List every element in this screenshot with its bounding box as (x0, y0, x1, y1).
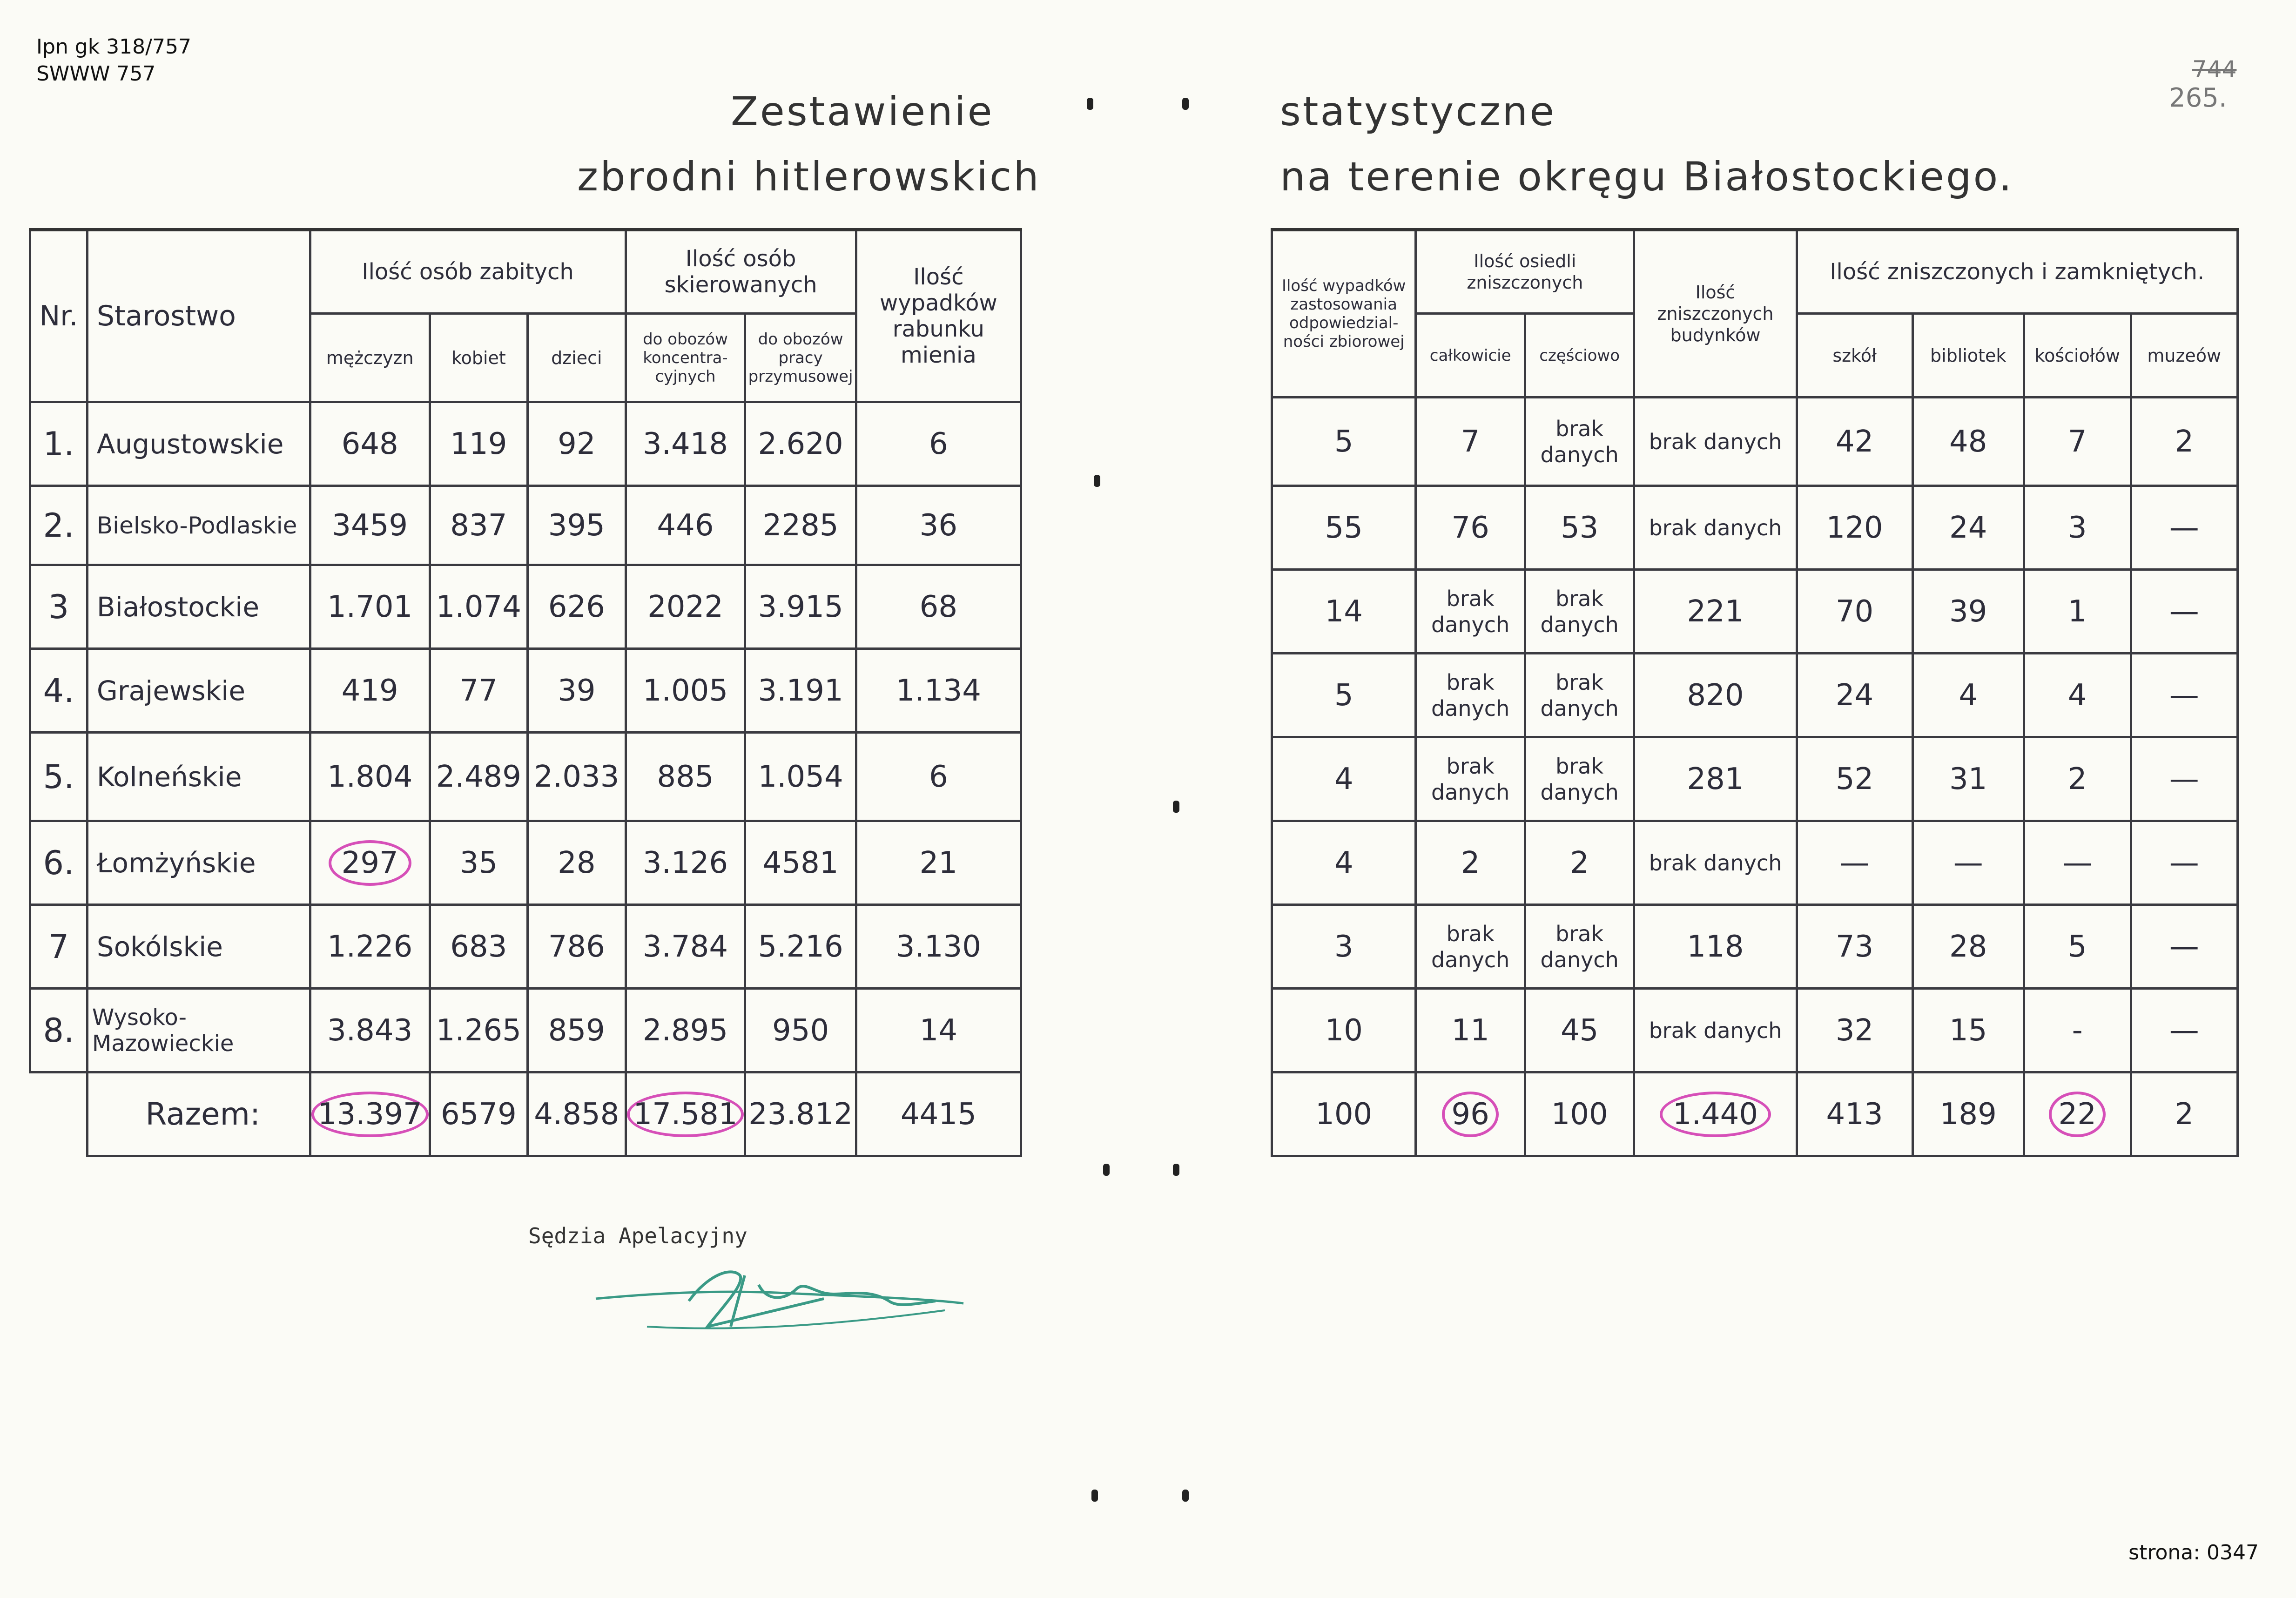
cell-concentration: 3.784 (626, 905, 745, 989)
totals-row (30, 1072, 1021, 1156)
cell-partially: 45 (1525, 989, 1634, 1072)
total-men (310, 1072, 430, 1156)
total-buildings (1634, 1072, 1797, 1156)
header-buildings: Ilość zniszczonych budynków (1634, 230, 1797, 398)
header-starostwo: Starostwo (87, 230, 310, 402)
header-libraries: bibliotek (1912, 314, 2024, 398)
cell-fully: 2 (1416, 821, 1525, 905)
total-fully (1416, 1072, 1525, 1156)
table-row (30, 733, 1021, 821)
cell-labour: 5.216 (745, 905, 856, 989)
table-row (30, 989, 1021, 1072)
cell-partially: brak danych (1525, 570, 1634, 654)
row-nr: 2. (30, 486, 88, 565)
cell-museums: — (2131, 486, 2237, 570)
cell-labour: 2.620 (745, 402, 856, 486)
total-concentration (626, 1072, 745, 1156)
header-concentration-camps: do obozów koncentra-cyjnych (626, 314, 745, 402)
cell-collective: 5 (1272, 398, 1416, 486)
header-killed: Ilość osób zabitych (310, 230, 626, 314)
table-row (30, 905, 1021, 989)
header-partially: częściowo (1525, 314, 1634, 398)
reference-line-1: Ipn gk 318/757 (36, 35, 191, 59)
cell-fully: 76 (1416, 486, 1525, 570)
header-settlements: Ilość osiedli zniszczonych (1416, 230, 1634, 314)
row-nr: 8. (30, 989, 88, 1072)
cell-men: 419 (310, 649, 430, 733)
cell-concentration: 2022 (626, 565, 745, 649)
cell-collective: 3 (1272, 905, 1416, 989)
header-fully: całkowicie (1416, 314, 1525, 398)
cell-children: 28 (528, 821, 626, 905)
header-women: kobiet (430, 314, 527, 402)
total-schools: 413 (1797, 1072, 1912, 1156)
crimes-table-left (29, 228, 1022, 1157)
cell-partially: brak danych (1525, 398, 1634, 486)
highlight-circle: 96 (1442, 1092, 1498, 1137)
cell-women: 1.074 (430, 565, 527, 649)
cell-partially: 53 (1525, 486, 1634, 570)
cell-collective: 10 (1272, 989, 1416, 1072)
cell-robbery: 36 (856, 486, 1021, 565)
highlight-circle: 297 (329, 840, 411, 886)
cell-fully: brak danych (1416, 570, 1525, 654)
cell-museums: — (2131, 570, 2237, 654)
cell-robbery: 14 (856, 989, 1021, 1072)
total-museums: 2 (2131, 1072, 2237, 1156)
cell-schools: 24 (1797, 654, 1912, 737)
cell-collective: 4 (1272, 737, 1416, 821)
cell-fully: 7 (1416, 398, 1525, 486)
cell-museums: — (2131, 989, 2237, 1072)
header-churches: kościołów (2024, 314, 2131, 398)
cell-buildings: brak danych (1634, 989, 1797, 1072)
cell-churches: - (2024, 989, 2131, 1072)
header-labour-camps: do obozów pracy przymusowej (745, 314, 856, 402)
cell-libraries: 28 (1912, 905, 2024, 989)
row-starostwo: Augustowskie (87, 402, 310, 486)
total-churches (2024, 1072, 2131, 1156)
cell-fully: brak danych (1416, 737, 1525, 821)
cell-concentration: 3.126 (626, 821, 745, 905)
cell-concentration: 885 (626, 733, 745, 821)
cell-schools: 73 (1797, 905, 1912, 989)
cell-robbery: 6 (856, 402, 1021, 486)
cell-labour: 3.191 (745, 649, 856, 733)
cell-robbery: 68 (856, 565, 1021, 649)
header-museums: muzeów (2131, 314, 2237, 398)
cell-women: 2.489 (430, 733, 527, 821)
total-labour: 23.812 (745, 1072, 856, 1156)
cell-robbery: 1.134 (856, 649, 1021, 733)
header-nr: Nr. (30, 230, 88, 402)
page-label: strona: 0347 (2128, 1541, 2259, 1564)
cell-fully: brak danych (1416, 654, 1525, 737)
row-starostwo: Białostockie (87, 565, 310, 649)
table-row (30, 486, 1021, 565)
row-starostwo: Grajewskie (87, 649, 310, 733)
row-nr: 5. (30, 733, 88, 821)
cell-partially: brak danych (1525, 654, 1634, 737)
table-row (30, 565, 1021, 649)
table-row (30, 821, 1021, 905)
cell-libraries: 31 (1912, 737, 2024, 821)
cell-churches: 5 (2024, 905, 2131, 989)
title-left-line1: Zestawienie (731, 88, 994, 135)
archive-reference (36, 34, 191, 88)
header-men: mężczyzn (310, 314, 430, 402)
table-row (1272, 821, 2238, 905)
cell-museums: — (2131, 737, 2237, 821)
cell-partially: 2 (1525, 821, 1634, 905)
totals-label: Razem: (87, 1072, 310, 1156)
cell-collective: 4 (1272, 821, 1416, 905)
cell-robbery: 21 (856, 821, 1021, 905)
cell-schools: 42 (1797, 398, 1912, 486)
cell-libraries: — (1912, 821, 2024, 905)
total-partially: 100 (1525, 1072, 1634, 1156)
cell-children: 626 (528, 565, 626, 649)
new-page-number: 265. (2169, 83, 2227, 113)
total-children: 4.858 (528, 1072, 626, 1156)
fold-mark (1094, 475, 1100, 487)
row-nr: 7 (30, 905, 88, 989)
cell-churches: 2 (2024, 737, 2131, 821)
header-children: dzieci (528, 314, 626, 402)
cell-men: 3459 (310, 486, 430, 565)
cell-women: 1.265 (430, 989, 527, 1072)
cell-buildings: brak danych (1634, 821, 1797, 905)
table-row (1272, 398, 2238, 486)
cell-labour: 1.054 (745, 733, 856, 821)
cell-collective: 5 (1272, 654, 1416, 737)
header-schools: szkół (1797, 314, 1912, 398)
cell-schools: 120 (1797, 486, 1912, 570)
cell-fully: brak danych (1416, 905, 1525, 989)
table-row (1272, 737, 2238, 821)
cell-labour: 4581 (745, 821, 856, 905)
cell-partially: brak danych (1525, 905, 1634, 989)
fold-mark (1103, 1164, 1110, 1176)
cell-schools: 32 (1797, 989, 1912, 1072)
table-row (1272, 989, 2238, 1072)
row-nr: 6. (30, 821, 88, 905)
cell-buildings: 221 (1634, 570, 1797, 654)
cell-men: 1.226 (310, 905, 430, 989)
reference-line-2: SWWW 757 (36, 62, 156, 86)
cell-libraries: 15 (1912, 989, 2024, 1072)
cell-women: 683 (430, 905, 527, 989)
cell-children: 2.033 (528, 733, 626, 821)
cell-men: 1.701 (310, 565, 430, 649)
highlight-circle: 1.440 (1660, 1092, 1771, 1137)
cell-museums: — (2131, 654, 2237, 737)
row-starostwo: Wysoko-Mazowieckie (87, 989, 310, 1072)
cell-men: 3.843 (310, 989, 430, 1072)
fold-mark (1173, 1164, 1179, 1176)
cell-children: 786 (528, 905, 626, 989)
cell-libraries: 4 (1912, 654, 2024, 737)
total-robbery: 4415 (856, 1072, 1021, 1156)
totals-row (1272, 1072, 2238, 1156)
total-libraries: 189 (1912, 1072, 2024, 1156)
old-page-number: 744 (2192, 56, 2237, 83)
row-nr: 1. (30, 402, 88, 486)
cell-collective: 14 (1272, 570, 1416, 654)
cell-labour: 950 (745, 989, 856, 1072)
cell-buildings: brak danych (1634, 398, 1797, 486)
cell-concentration: 3.418 (626, 402, 745, 486)
crimes-table-right (1271, 228, 2239, 1157)
handwritten-signature (591, 1257, 973, 1359)
title-right-line2: na terenie okręgu Białostockiego. (1280, 154, 2014, 200)
fold-mark (1182, 1490, 1189, 1502)
row-nr: 3 (30, 565, 88, 649)
cell-churches: 1 (2024, 570, 2131, 654)
row-starostwo: Bielsko-Podlaskie (87, 486, 310, 565)
header-destroyed-closed: Ilość zniszczonych i zamkniętych. (1797, 230, 2237, 314)
fold-mark (1091, 1490, 1098, 1502)
page-number-stamp (2169, 56, 2236, 113)
cell-labour: 2285 (745, 486, 856, 565)
signature-label: Sędzia Apelacyjny (528, 1223, 747, 1248)
cell-concentration: 2.895 (626, 989, 745, 1072)
cell-museums: — (2131, 821, 2237, 905)
cell-libraries: 24 (1912, 486, 2024, 570)
row-starostwo: Kolneńskie (87, 733, 310, 821)
cell-churches: 3 (2024, 486, 2131, 570)
row-starostwo: Sokólskie (87, 905, 310, 989)
cell-women: 77 (430, 649, 527, 733)
cell-buildings: 281 (1634, 737, 1797, 821)
fold-mark (1173, 801, 1179, 813)
cell-labour: 3.915 (745, 565, 856, 649)
fold-mark (1087, 98, 1093, 110)
title-right-line1: statystyczne (1280, 88, 1556, 135)
header-sent: Ilość osób skierowanych (626, 230, 856, 314)
highlight-circle: 13.397 (311, 1092, 429, 1137)
table-row (1272, 570, 2238, 654)
row-nr: 4. (30, 649, 88, 733)
cell-churches: 7 (2024, 398, 2131, 486)
cell-buildings: 118 (1634, 905, 1797, 989)
cell-children: 395 (528, 486, 626, 565)
cell-museums: 2 (2131, 398, 2237, 486)
cell-women: 119 (430, 402, 527, 486)
total-women: 6579 (430, 1072, 527, 1156)
empty-cell (30, 1072, 88, 1156)
cell-buildings: brak danych (1634, 486, 1797, 570)
total-collective: 100 (1272, 1072, 1416, 1156)
cell-libraries: 39 (1912, 570, 2024, 654)
header-collective-responsibility: Ilość wypadków zastosowania odpowiedzial-ności zbiorowej (1272, 230, 1416, 398)
cell-robbery: 6 (856, 733, 1021, 821)
row-starostwo: Łomżyńskie (87, 821, 310, 905)
cell-partially: brak danych (1525, 737, 1634, 821)
cell-men (310, 821, 430, 905)
cell-men: 648 (310, 402, 430, 486)
header-robbery: Ilość wypadków rabunku mienia (856, 230, 1021, 402)
cell-robbery: 3.130 (856, 905, 1021, 989)
highlight-circle: 17.581 (627, 1092, 744, 1137)
cell-schools: — (1797, 821, 1912, 905)
cell-libraries: 48 (1912, 398, 2024, 486)
cell-churches: — (2024, 821, 2131, 905)
table-row (30, 649, 1021, 733)
title-left-line2: zbrodni hitlerowskich (577, 154, 1041, 200)
cell-museums: — (2131, 905, 2237, 989)
cell-concentration: 446 (626, 486, 745, 565)
cell-children: 92 (528, 402, 626, 486)
cell-churches: 4 (2024, 654, 2131, 737)
cell-women: 35 (430, 821, 527, 905)
cell-schools: 52 (1797, 737, 1912, 821)
cell-buildings: 820 (1634, 654, 1797, 737)
cell-children: 859 (528, 989, 626, 1072)
cell-collective: 55 (1272, 486, 1416, 570)
table-row (1272, 905, 2238, 989)
cell-children: 39 (528, 649, 626, 733)
table-row (1272, 654, 2238, 737)
highlight-circle: 22 (2049, 1092, 2105, 1137)
cell-fully: 11 (1416, 989, 1525, 1072)
fold-mark (1182, 98, 1189, 110)
cell-concentration: 1.005 (626, 649, 745, 733)
cell-schools: 70 (1797, 570, 1912, 654)
cell-women: 837 (430, 486, 527, 565)
table-row (1272, 486, 2238, 570)
cell-men: 1.804 (310, 733, 430, 821)
table-row (30, 402, 1021, 486)
